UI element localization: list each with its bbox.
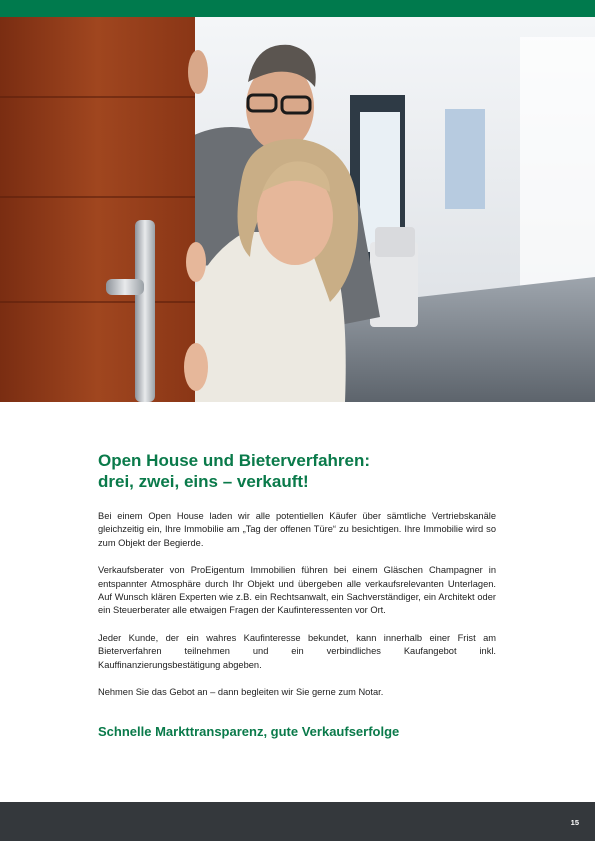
hero-photo xyxy=(0,17,595,402)
footer-bar xyxy=(0,802,595,841)
article-heading xyxy=(98,450,496,492)
paragraph-bidding: Jeder Kunde, der ein wahres Kaufinteresse bekundet, kann innerhalb einer Frist am Bieterverfahren teilnehmen und ein verbindliches Kaufangebot inkl. Kauffinanzierungsbestätigung abgeben. xyxy=(98,632,496,670)
paragraph-open-house: Bei einem Open House laden wir alle potentiellen Käufer über sämtliche Vertriebskanäle gleichzeitig ein, Ihre Immobilie am „Tag der offenen Türe“ zu besichtigen. Ihre Immobilie wird so zum Objekt der Begierde. xyxy=(98,511,496,548)
article-body xyxy=(98,450,496,740)
section-subheading: Schnelle Markttransparenz, gute Verkaufserfolge xyxy=(98,724,400,740)
couple-at-door-illustration xyxy=(0,17,595,402)
page-number: 15 xyxy=(570,818,579,827)
heading-line-1: Open House und Bieterverfahren: xyxy=(98,451,371,470)
top-accent-bar xyxy=(0,0,595,17)
paragraph-notary: Nehmen Sie das Gebot an – dann begleiten wir Sie gerne zum Notar. xyxy=(98,687,384,698)
paragraph-consultants: Verkaufsberater von ProEigentum Immobilien führen bei einem Gläschen Champagner in entspannter Atmosphäre durch Ihr Objekt und übergeben alle verkaufsrelevanten Unterlagen. Auf Wunsch klären Experten wie z.B. ein Rechtsanwalt, ein Sachverständiger, ein Architekt oder ein Steuerberater alle etwaigen Fragen der Kaufinteressenten vor Ort. xyxy=(98,565,496,616)
heading-line-2: drei, zwei, eins – verkauft! xyxy=(98,472,309,491)
